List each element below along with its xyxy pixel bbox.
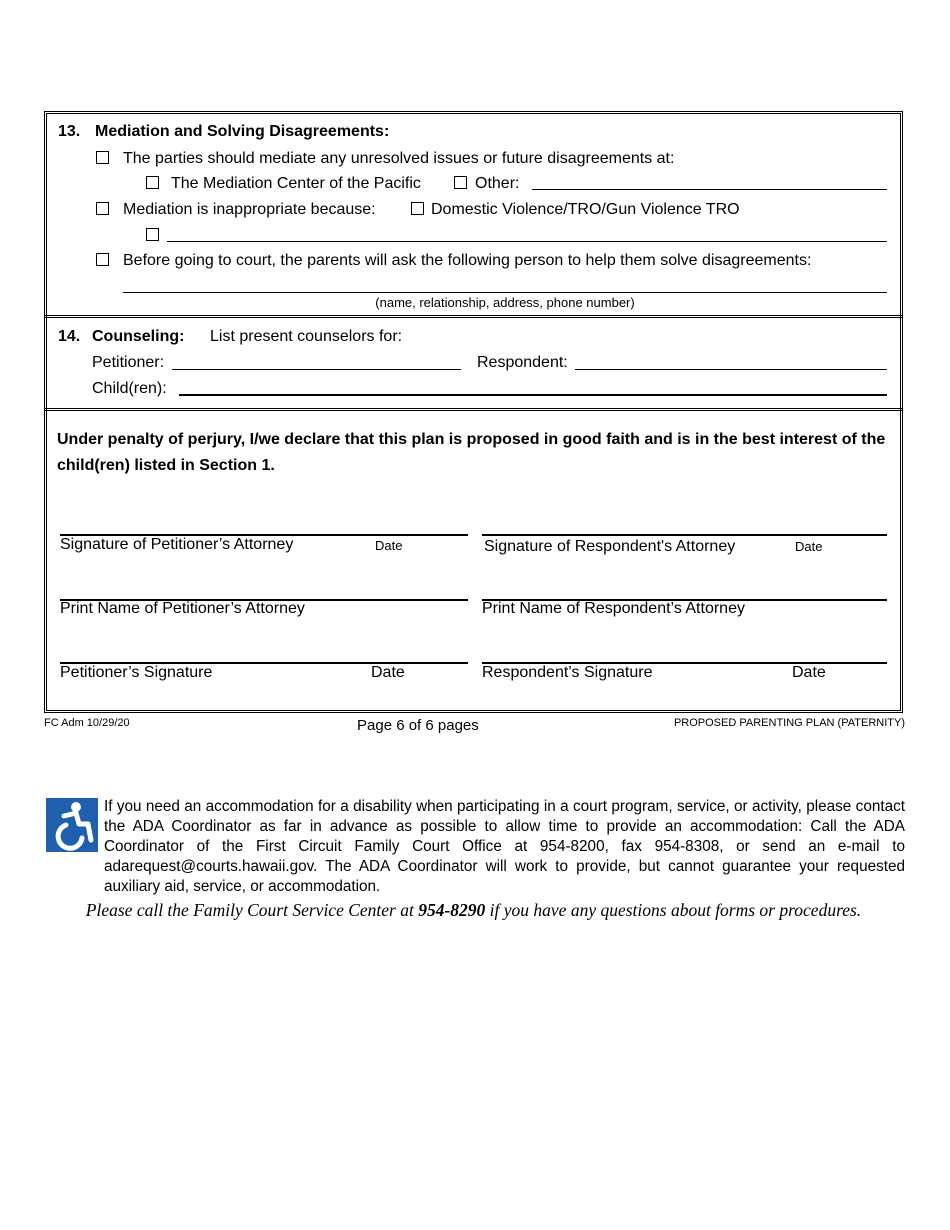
- petitioner-counselor-line[interactable]: [172, 369, 461, 370]
- mediate-checkbox[interactable]: [96, 151, 109, 164]
- respondent-counselor-line[interactable]: [575, 369, 887, 370]
- before-court-checkbox[interactable]: [96, 253, 109, 266]
- petitioner-date-label: Date: [371, 664, 405, 681]
- service-center-prefix: Please call the Family Court Service Center at: [85, 900, 414, 920]
- mediate-label: The parties should mediate any unresolved issues or future disagreements at:: [123, 150, 675, 167]
- page-number: Page 6 of 6 pages: [357, 717, 479, 734]
- petitioner-signature-label: Petitioner’s Signature: [60, 664, 213, 681]
- inappropriate-other-checkbox[interactable]: [146, 228, 159, 241]
- inappropriate-label: Mediation is inappropriate because:: [123, 201, 376, 218]
- helper-person-caption: (name, relationship, address, phone number): [375, 295, 635, 310]
- inappropriate-checkbox[interactable]: [96, 202, 109, 215]
- respondent-date-label: Date: [792, 664, 826, 681]
- other-input-line[interactable]: [532, 189, 887, 190]
- dv-label: Domestic Violence/TRO/Gun Violence TRO: [431, 201, 740, 218]
- declaration-text: Under penalty of perjury, I/we declare that this plan is proposed in good faith and is in the best interest of the child(ren) listed in Section 1.: [57, 431, 886, 474]
- section-14-number: 14.: [58, 328, 81, 345]
- resp-attorney-signature-line[interactable]: [482, 534, 887, 536]
- service-center-phone: 954-8290: [418, 900, 486, 920]
- document-title: PROPOSED PARENTING PLAN (PATERNITY): [673, 717, 905, 729]
- mediation-center-checkbox[interactable]: [146, 176, 159, 189]
- ada-notice-text: If you need an accommodation for a disability when participating in a court program, service, or activity, please contact the ADA Coordinator as far in advance as possible to allow time to provide an accommodation: Call the ADA Coordinator of the First Circuit Family Court Office at 954-8200, fax 954-8308, or send an e-mail to adarequest@courts.hawaii.gov. The ADA Coordinator will work to provide, but cannot guarantee your requested auxiliary aid, service, or accommodation.: [104, 798, 905, 895]
- resp-attorney-print-label: Print Name of Respondent’s Attorney: [482, 600, 745, 617]
- section-13-title: Mediation and Solving Disagreements:: [95, 123, 390, 140]
- pet-attorney-print-label: Print Name of Petitioner’s Attorney: [60, 600, 305, 617]
- service-center-note: [44, 900, 903, 921]
- section-14-title: Counseling:: [92, 328, 185, 345]
- mediation-center-label: The Mediation Center of the Pacific: [171, 175, 421, 192]
- resp-attorney-signature-label: Signature of Respondent's Attorney: [484, 538, 736, 555]
- section-14-subtitle: List present counselors for:: [210, 328, 403, 345]
- form-id: FC Adm 10/29/20: [44, 717, 130, 729]
- helper-person-line[interactable]: [123, 292, 887, 293]
- resp-attorney-date-label: Date: [795, 539, 823, 554]
- service-center-suffix: if you have any questions about forms or procedures.: [489, 900, 862, 920]
- respondent-signature-label: Respondent’s Signature: [482, 664, 653, 681]
- pet-attorney-date-label: Date: [375, 538, 403, 553]
- respondent-counselor-label: Respondent:: [477, 354, 568, 371]
- section-divider: [44, 315, 903, 318]
- children-counselor-line[interactable]: [179, 394, 887, 396]
- children-counselor-label: Child(ren):: [92, 380, 167, 397]
- section-divider-2: [44, 408, 903, 411]
- dv-checkbox[interactable]: [411, 202, 424, 215]
- petitioner-counselor-label: Petitioner:: [92, 354, 165, 371]
- before-court-label: Before going to court, the parents will ask the following person to help them solve disagreements:: [123, 252, 812, 269]
- other-checkbox[interactable]: [454, 176, 467, 189]
- inappropriate-other-line[interactable]: [167, 241, 887, 242]
- section-13-number: 13.: [58, 123, 81, 140]
- pet-attorney-signature-label: Signature of Petitioner’s Attorney: [60, 536, 294, 553]
- other-label: Other:: [475, 175, 520, 192]
- accessibility-icon: [46, 798, 98, 852]
